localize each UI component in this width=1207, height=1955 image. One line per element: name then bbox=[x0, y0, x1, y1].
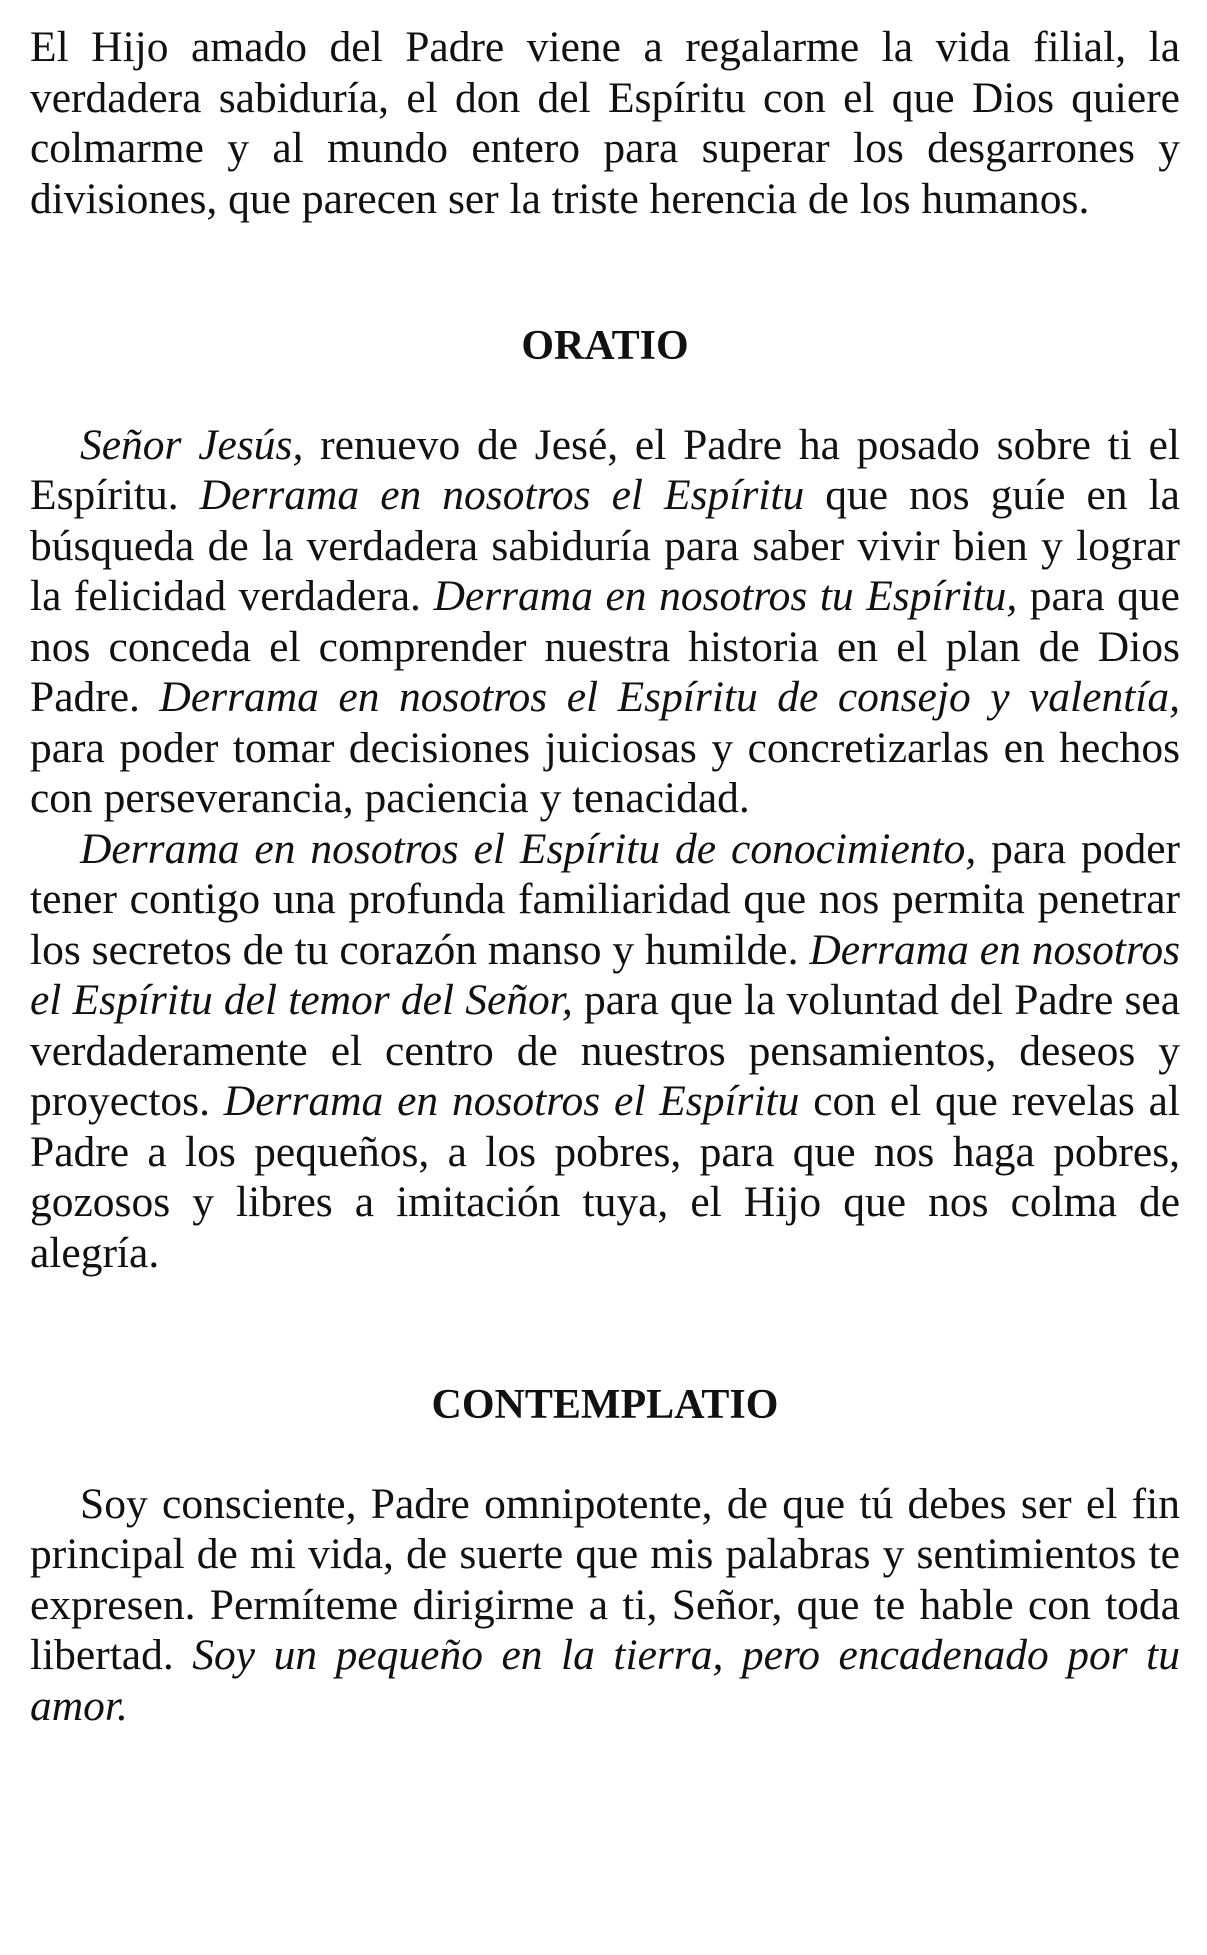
oratio-paragraph-1 bbox=[30, 420, 1180, 824]
italic-text: Señor Jesús, bbox=[80, 420, 304, 469]
italic-text: Derrama en nosotros el Espíritu de consejo y valentía, bbox=[159, 673, 1180, 721]
italic-text: Derrama en nosotros el Espíritu bbox=[223, 1077, 800, 1125]
italic-text: Derrama en nosotros el Espíritu del temor del Señor, bbox=[30, 925, 1180, 1024]
contemplatio-paragraph bbox=[30, 1479, 1180, 1732]
body-text: que nos guíe en la búsqueda de la verdadera sabiduría para saber vivir bien y lograr la felicidad verdadera. bbox=[30, 471, 1180, 620]
body-text: para que la voluntad del Padre sea verdaderamente el centro de nuestros pensamientos, deseos y proyectos. bbox=[30, 976, 1180, 1125]
italic-text: Soy un pequeño en la tierra, pero encadenado por tu amor. bbox=[30, 1631, 1180, 1730]
italic-text: Derrama en nosotros tu Espíritu, bbox=[433, 572, 1018, 620]
oratio-paragraph-2 bbox=[30, 824, 1180, 1279]
document-page bbox=[30, 22, 1180, 1731]
body-text: con el que revelas al Padre a los pequeños, a los pobres, para que nos haga pobres, gozosos y libres a imitación tuya, el Hijo que nos colma de alegría. bbox=[30, 1077, 1180, 1277]
contemplatio-heading: CONTEMPLATIO bbox=[431, 1382, 779, 1428]
body-text: renuevo de Jesé, el Padre ha posado sobre ti el Espíritu. bbox=[30, 420, 1180, 519]
body-text: para que nos conceda el comprender nuestra historia en el plan de Dios Padre. bbox=[30, 572, 1180, 721]
body-text: para poder tener contigo una profunda familiaridad que nos permita penetrar los secretos de tu corazón manso y humilde. bbox=[30, 824, 1180, 974]
oratio-heading: ORATIO bbox=[521, 323, 689, 369]
body-text: Soy consciente, Padre omnipotente, de que tú debes ser el fin principal de mi vida, de suerte que mis palabras y sentimientos te expresen. Permíteme dirigirme a ti, Señor, que te hable con toda libertad. bbox=[30, 1479, 1180, 1679]
body-text: para poder tomar decisiones juiciosas y concretizarlas en hechos con perseverancia, paciencia y tenacidad. bbox=[30, 723, 1180, 822]
intro-paragraph: El Hijo amado del Padre viene a regalarme la vida filial, la verdadera sabiduría, el don del Espíritu con el que Dios quiere colmarme y al mundo entero para superar los desgarrones y divisiones, que parecen ser la triste herencia de los humanos. bbox=[30, 23, 1180, 223]
italic-text: Derrama en nosotros el Espíritu de conocimiento, bbox=[80, 824, 977, 873]
italic-text: Derrama en nosotros el Espíritu bbox=[199, 471, 805, 519]
